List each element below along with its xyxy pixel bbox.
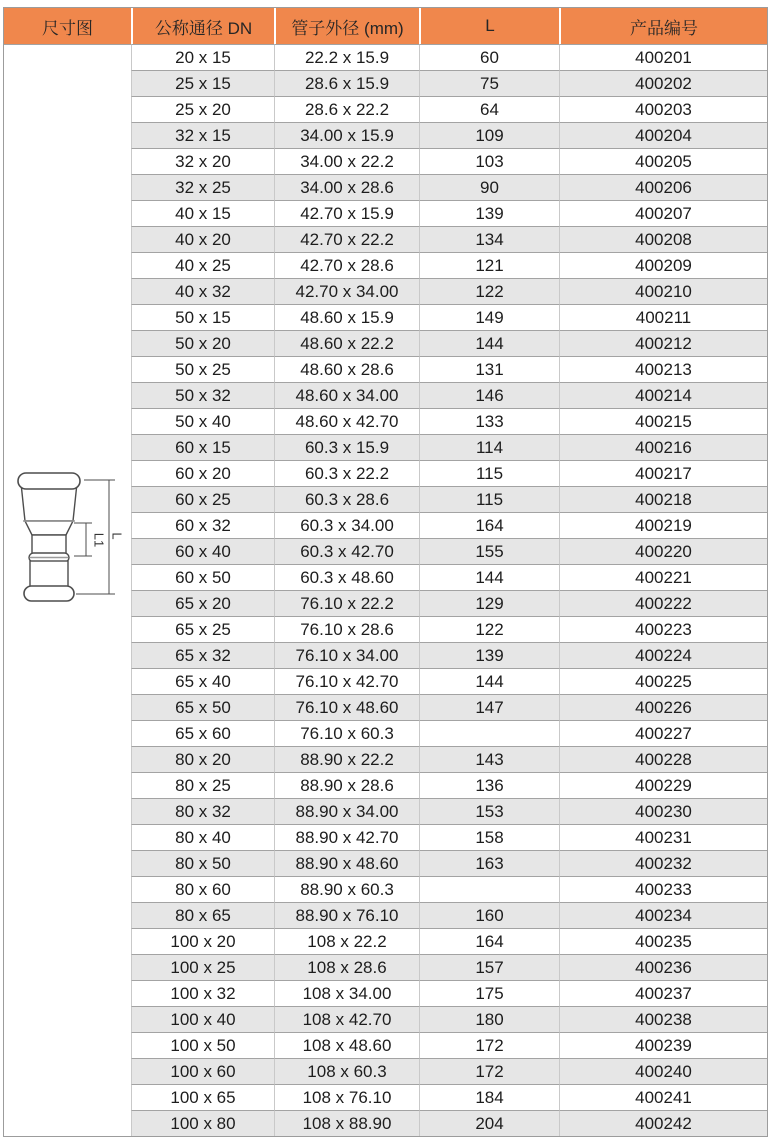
table-cell: 60 x 50 xyxy=(131,564,274,590)
table-cell: 76.10 x 22.2 xyxy=(274,590,419,616)
table-cell: 400215 xyxy=(559,408,767,434)
header-length-l: L xyxy=(419,8,559,44)
table-cell: 76.10 x 48.60 xyxy=(274,694,419,720)
table-cell: 100 x 80 xyxy=(131,1110,274,1136)
table-cell: 34.00 x 15.9 xyxy=(274,122,419,148)
table-cell: 131 xyxy=(419,356,559,382)
table-cell: 400224 xyxy=(559,642,767,668)
header-nominal-diameter-dn: 公称通径 DN xyxy=(131,8,274,44)
table-cell: 400210 xyxy=(559,278,767,304)
table-cell: 155 xyxy=(419,538,559,564)
table-cell: 400216 xyxy=(559,434,767,460)
table-cell: 100 x 60 xyxy=(131,1058,274,1084)
table-cell: 400242 xyxy=(559,1110,767,1136)
table-cell: 25 x 20 xyxy=(131,96,274,122)
top-press-bead xyxy=(18,473,80,489)
table-cell: 40 x 15 xyxy=(131,200,274,226)
table-cell: 42.70 x 22.2 xyxy=(274,226,419,252)
table-cell: 80 x 40 xyxy=(131,824,274,850)
table-cell: 88.90 x 42.70 xyxy=(274,824,419,850)
table-cell: 108 x 48.60 xyxy=(274,1032,419,1058)
table-cell: 80 x 65 xyxy=(131,902,274,928)
table-cell: 40 x 32 xyxy=(131,278,274,304)
table-cell: 88.90 x 60.3 xyxy=(274,876,419,902)
table-cell: 65 x 60 xyxy=(131,720,274,746)
table-cell: 28.6 x 22.2 xyxy=(274,96,419,122)
table-cell: 50 x 32 xyxy=(131,382,274,408)
taper-shoulder xyxy=(25,521,73,535)
table-cell: 400223 xyxy=(559,616,767,642)
table-cell: 400230 xyxy=(559,798,767,824)
table-cell: 133 xyxy=(419,408,559,434)
table-cell: 400206 xyxy=(559,174,767,200)
table-cell: 158 xyxy=(419,824,559,850)
table-cell: 147 xyxy=(419,694,559,720)
table-cell: 42.70 x 15.9 xyxy=(274,200,419,226)
table-cell: 88.90 x 28.6 xyxy=(274,772,419,798)
table-cell: 48.60 x 28.6 xyxy=(274,356,419,382)
table-cell: 184 xyxy=(419,1084,559,1110)
table-cell: 149 xyxy=(419,304,559,330)
table-cell: 40 x 25 xyxy=(131,252,274,278)
table-cell: 65 x 20 xyxy=(131,590,274,616)
table-cell: 121 xyxy=(419,252,559,278)
table-cell: 129 xyxy=(419,590,559,616)
table-cell: 400213 xyxy=(559,356,767,382)
table-cell: 80 x 60 xyxy=(131,876,274,902)
table-cell: 25 x 15 xyxy=(131,70,274,96)
neck-section xyxy=(32,535,66,555)
table-cell: 180 xyxy=(419,1006,559,1032)
table-cell: 163 xyxy=(419,850,559,876)
table-cell: 108 x 88.90 xyxy=(274,1110,419,1136)
table-cell: 34.00 x 22.2 xyxy=(274,148,419,174)
table-cell: 400235 xyxy=(559,928,767,954)
table-cell: 115 xyxy=(419,486,559,512)
table-cell: 146 xyxy=(419,382,559,408)
table-cell: 50 x 40 xyxy=(131,408,274,434)
table-cell: 40 x 20 xyxy=(131,226,274,252)
table-cell: 175 xyxy=(419,980,559,1006)
table-cell: 48.60 x 34.00 xyxy=(274,382,419,408)
table-cell: 160 xyxy=(419,902,559,928)
table-cell: 153 xyxy=(419,798,559,824)
table-cell: 100 x 40 xyxy=(131,1006,274,1032)
table-cell xyxy=(419,720,559,746)
table-cell: 80 x 32 xyxy=(131,798,274,824)
table-cell: 48.60 x 22.2 xyxy=(274,330,419,356)
table-cell: 157 xyxy=(419,954,559,980)
table-cell: 400236 xyxy=(559,954,767,980)
product-spec-table xyxy=(3,7,768,1137)
table-cell: 134 xyxy=(419,226,559,252)
dimension-diagram-cell xyxy=(4,44,131,1136)
table-cell: 115 xyxy=(419,460,559,486)
table-cell: 139 xyxy=(419,200,559,226)
table-cell: 20 x 15 xyxy=(131,44,274,70)
table-cell: 32 x 15 xyxy=(131,122,274,148)
table-cell: 32 x 20 xyxy=(131,148,274,174)
table-cell: 60 x 40 xyxy=(131,538,274,564)
top-socket xyxy=(22,488,77,521)
table-cell: 400205 xyxy=(559,148,767,174)
table-cell: 60.3 x 34.00 xyxy=(274,512,419,538)
table-cell: 400217 xyxy=(559,460,767,486)
table-cell: 64 xyxy=(419,96,559,122)
table-cell: 48.60 x 15.9 xyxy=(274,304,419,330)
table-cell: 400218 xyxy=(559,486,767,512)
table-cell: 400227 xyxy=(559,720,767,746)
table-cell: 60.3 x 15.9 xyxy=(274,434,419,460)
table-cell: 108 x 60.3 xyxy=(274,1058,419,1084)
table-cell: 400211 xyxy=(559,304,767,330)
table-cell: 32 x 25 xyxy=(131,174,274,200)
table-cell: 42.70 x 28.6 xyxy=(274,252,419,278)
table-cell: 60 x 32 xyxy=(131,512,274,538)
table-cell: 28.6 x 15.9 xyxy=(274,70,419,96)
table-cell: 400231 xyxy=(559,824,767,850)
table-cell: 75 xyxy=(419,70,559,96)
table-cell: 400228 xyxy=(559,746,767,772)
table-cell: 60 x 15 xyxy=(131,434,274,460)
table-cell: 400201 xyxy=(559,44,767,70)
table-cell: 400234 xyxy=(559,902,767,928)
dim-label-l1: L1 xyxy=(91,532,107,548)
table-cell: 50 x 20 xyxy=(131,330,274,356)
table-cell: 60.3 x 48.60 xyxy=(274,564,419,590)
table-cell: 50 x 15 xyxy=(131,304,274,330)
table-cell: 400232 xyxy=(559,850,767,876)
table-cell: 80 x 25 xyxy=(131,772,274,798)
table-cell: 42.70 x 34.00 xyxy=(274,278,419,304)
table-cell: 108 x 76.10 xyxy=(274,1084,419,1110)
table-cell: 400220 xyxy=(559,538,767,564)
table-cell: 143 xyxy=(419,746,559,772)
table-cell: 400237 xyxy=(559,980,767,1006)
table-cell: 108 x 28.6 xyxy=(274,954,419,980)
table-cell: 400209 xyxy=(559,252,767,278)
table-cell: 139 xyxy=(419,642,559,668)
table-cell: 400233 xyxy=(559,876,767,902)
table-cell: 136 xyxy=(419,772,559,798)
table-cell: 400238 xyxy=(559,1006,767,1032)
table-cell: 400203 xyxy=(559,96,767,122)
table-cell: 88.90 x 34.00 xyxy=(274,798,419,824)
table-cell: 108 x 22.2 xyxy=(274,928,419,954)
table-cell: 400222 xyxy=(559,590,767,616)
table-cell: 88.90 x 48.60 xyxy=(274,850,419,876)
reducer-coupling-diagram xyxy=(4,466,131,606)
table-cell: 400212 xyxy=(559,330,767,356)
table-cell: 400207 xyxy=(559,200,767,226)
table-cell: 34.00 x 28.6 xyxy=(274,174,419,200)
table-cell: 80 x 50 xyxy=(131,850,274,876)
table-cell: 65 x 50 xyxy=(131,694,274,720)
table-cell: 60 x 25 xyxy=(131,486,274,512)
table-cell: 88.90 x 76.10 xyxy=(274,902,419,928)
table-cell: 144 xyxy=(419,668,559,694)
table-cell: 164 xyxy=(419,512,559,538)
table-cell: 400225 xyxy=(559,668,767,694)
table-cell: 88.90 x 22.2 xyxy=(274,746,419,772)
table-cell: 65 x 32 xyxy=(131,642,274,668)
header-product-code: 产品编号 xyxy=(559,8,767,44)
table-cell: 172 xyxy=(419,1032,559,1058)
table-cell: 400214 xyxy=(559,382,767,408)
table-cell: 400240 xyxy=(559,1058,767,1084)
table-cell: 400229 xyxy=(559,772,767,798)
table-cell: 108 x 42.70 xyxy=(274,1006,419,1032)
table-cell: 100 x 20 xyxy=(131,928,274,954)
table-cell: 90 xyxy=(419,174,559,200)
table-cell: 122 xyxy=(419,616,559,642)
table-cell: 400219 xyxy=(559,512,767,538)
table-cell: 100 x 65 xyxy=(131,1084,274,1110)
table-cell: 76.10 x 34.00 xyxy=(274,642,419,668)
table-cell: 100 x 32 xyxy=(131,980,274,1006)
table-cell: 80 x 20 xyxy=(131,746,274,772)
table-cell: 144 xyxy=(419,330,559,356)
table-cell: 400208 xyxy=(559,226,767,252)
bottom-press-bead xyxy=(24,586,74,601)
table-cell: 60 x 20 xyxy=(131,460,274,486)
table-cell: 100 x 50 xyxy=(131,1032,274,1058)
table-cell: 60 xyxy=(419,44,559,70)
table-cell: 108 x 34.00 xyxy=(274,980,419,1006)
table-cell: 76.10 x 42.70 xyxy=(274,668,419,694)
table-cell: 65 x 25 xyxy=(131,616,274,642)
table-cell: 76.10 x 60.3 xyxy=(274,720,419,746)
table-cell: 400204 xyxy=(559,122,767,148)
table-cell: 164 xyxy=(419,928,559,954)
header-pipe-outer-diameter: 管子外径 (mm) xyxy=(274,8,419,44)
table-cell: 76.10 x 28.6 xyxy=(274,616,419,642)
table-cell: 109 xyxy=(419,122,559,148)
table-cell: 48.60 x 42.70 xyxy=(274,408,419,434)
table-cell: 100 x 25 xyxy=(131,954,274,980)
table-cell: 114 xyxy=(419,434,559,460)
table-cell xyxy=(419,876,559,902)
table-cell: 60.3 x 42.70 xyxy=(274,538,419,564)
table-cell: 65 x 40 xyxy=(131,668,274,694)
table-cell: 60.3 x 22.2 xyxy=(274,460,419,486)
table-cell: 172 xyxy=(419,1058,559,1084)
table-cell: 122 xyxy=(419,278,559,304)
table-cell: 400241 xyxy=(559,1084,767,1110)
table-cell: 144 xyxy=(419,564,559,590)
table-cell: 400202 xyxy=(559,70,767,96)
dim-label-l: L xyxy=(109,532,125,540)
table-cell: 103 xyxy=(419,148,559,174)
table-cell: 204 xyxy=(419,1110,559,1136)
lower-socket xyxy=(30,561,68,588)
table-cell: 400239 xyxy=(559,1032,767,1058)
table-cell: 400226 xyxy=(559,694,767,720)
table-cell: 50 x 25 xyxy=(131,356,274,382)
table-cell: 60.3 x 28.6 xyxy=(274,486,419,512)
table-cell: 22.2 x 15.9 xyxy=(274,44,419,70)
header-size-diagram: 尺寸图 xyxy=(4,8,131,44)
table-cell: 400221 xyxy=(559,564,767,590)
